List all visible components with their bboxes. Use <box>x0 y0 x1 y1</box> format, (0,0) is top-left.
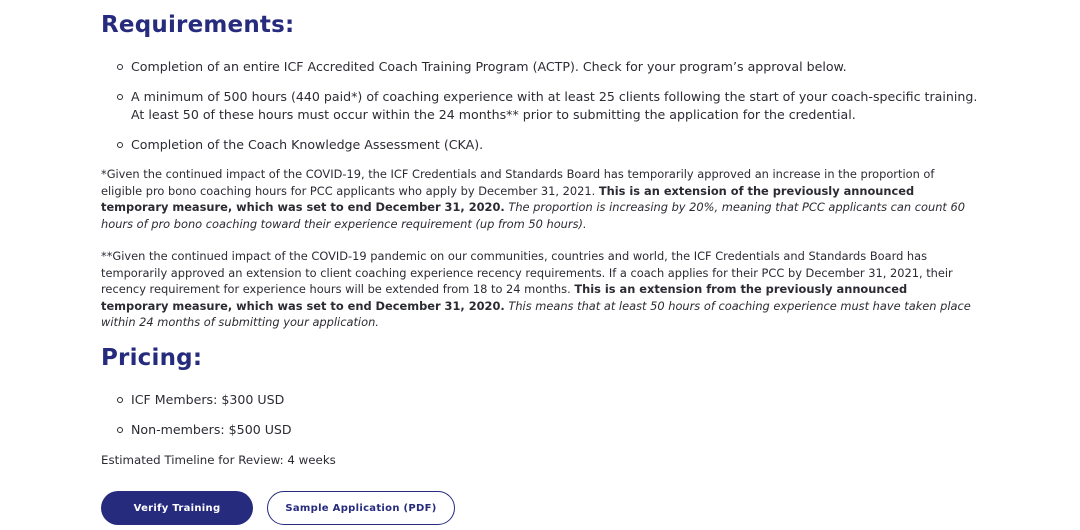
note-bold: This is an extension from the previously announced temporary measure, which was set to end December 31, 2020. <box>101 282 908 313</box>
covid-note-recency <box>101 248 971 331</box>
covid-note-pro-bono <box>101 166 971 232</box>
note-text: *Given the continued impact of the COVID-19, the ICF Credentials and Standards Board has temporarily approved an increase in the proportion of eligible pro bono coaching hours for PCC applicants who apply by December 31, 2021. <box>101 167 935 198</box>
requirement-item: Completion of the Coach Knowledge Assessment (CKA). <box>117 136 981 154</box>
requirements-heading: Requirements: <box>101 12 295 38</box>
note-bold: This is an extension of the previously announced temporary measure, which was set to end December 31, 2020. <box>101 183 915 214</box>
sample-application-button[interactable]: Sample Application (PDF) <box>267 491 455 525</box>
review-timeline: Estimated Timeline for Review: 4 weeks <box>101 453 336 467</box>
note-italic: The proportion is increasing by 20%, meaning that PCC applicants can count 60 hours of pro bono coaching toward their experience requirement (up from 50 hours). <box>101 200 965 231</box>
verify-training-button[interactable]: Verify Training <box>101 491 253 525</box>
requirement-item: Completion of an entire ICF Accredited Coach Training Program (ACTP). Check for your program’s approval below. <box>117 58 981 76</box>
requirement-item: A minimum of 500 hours (440 paid*) of coaching experience with at least 25 clients following the start of your coach-specific training. At least 50 of these hours must occur within the 24 months** prior to submitting the application for the credential. <box>117 88 981 124</box>
note-text: **Given the continued impact of the COVID-19 pandemic on our communities, countries and world, the ICF Credentials and Standards Board has temporarily approved an extension to client coaching experience recency requirements. If a coach applies for their PCC by December 31, 2021, their recency requirement for experience hours will be extended from 18 to 24 months. <box>101 249 953 296</box>
price-item-non-members: Non-members: $500 USD <box>117 421 981 439</box>
price-item-members: ICF Members: $300 USD <box>117 391 981 409</box>
pricing-heading: Pricing: <box>101 345 203 371</box>
note-italic: This means that at least 50 hours of coaching experience must have taken place within 24 months of submitting your application. <box>101 298 971 329</box>
